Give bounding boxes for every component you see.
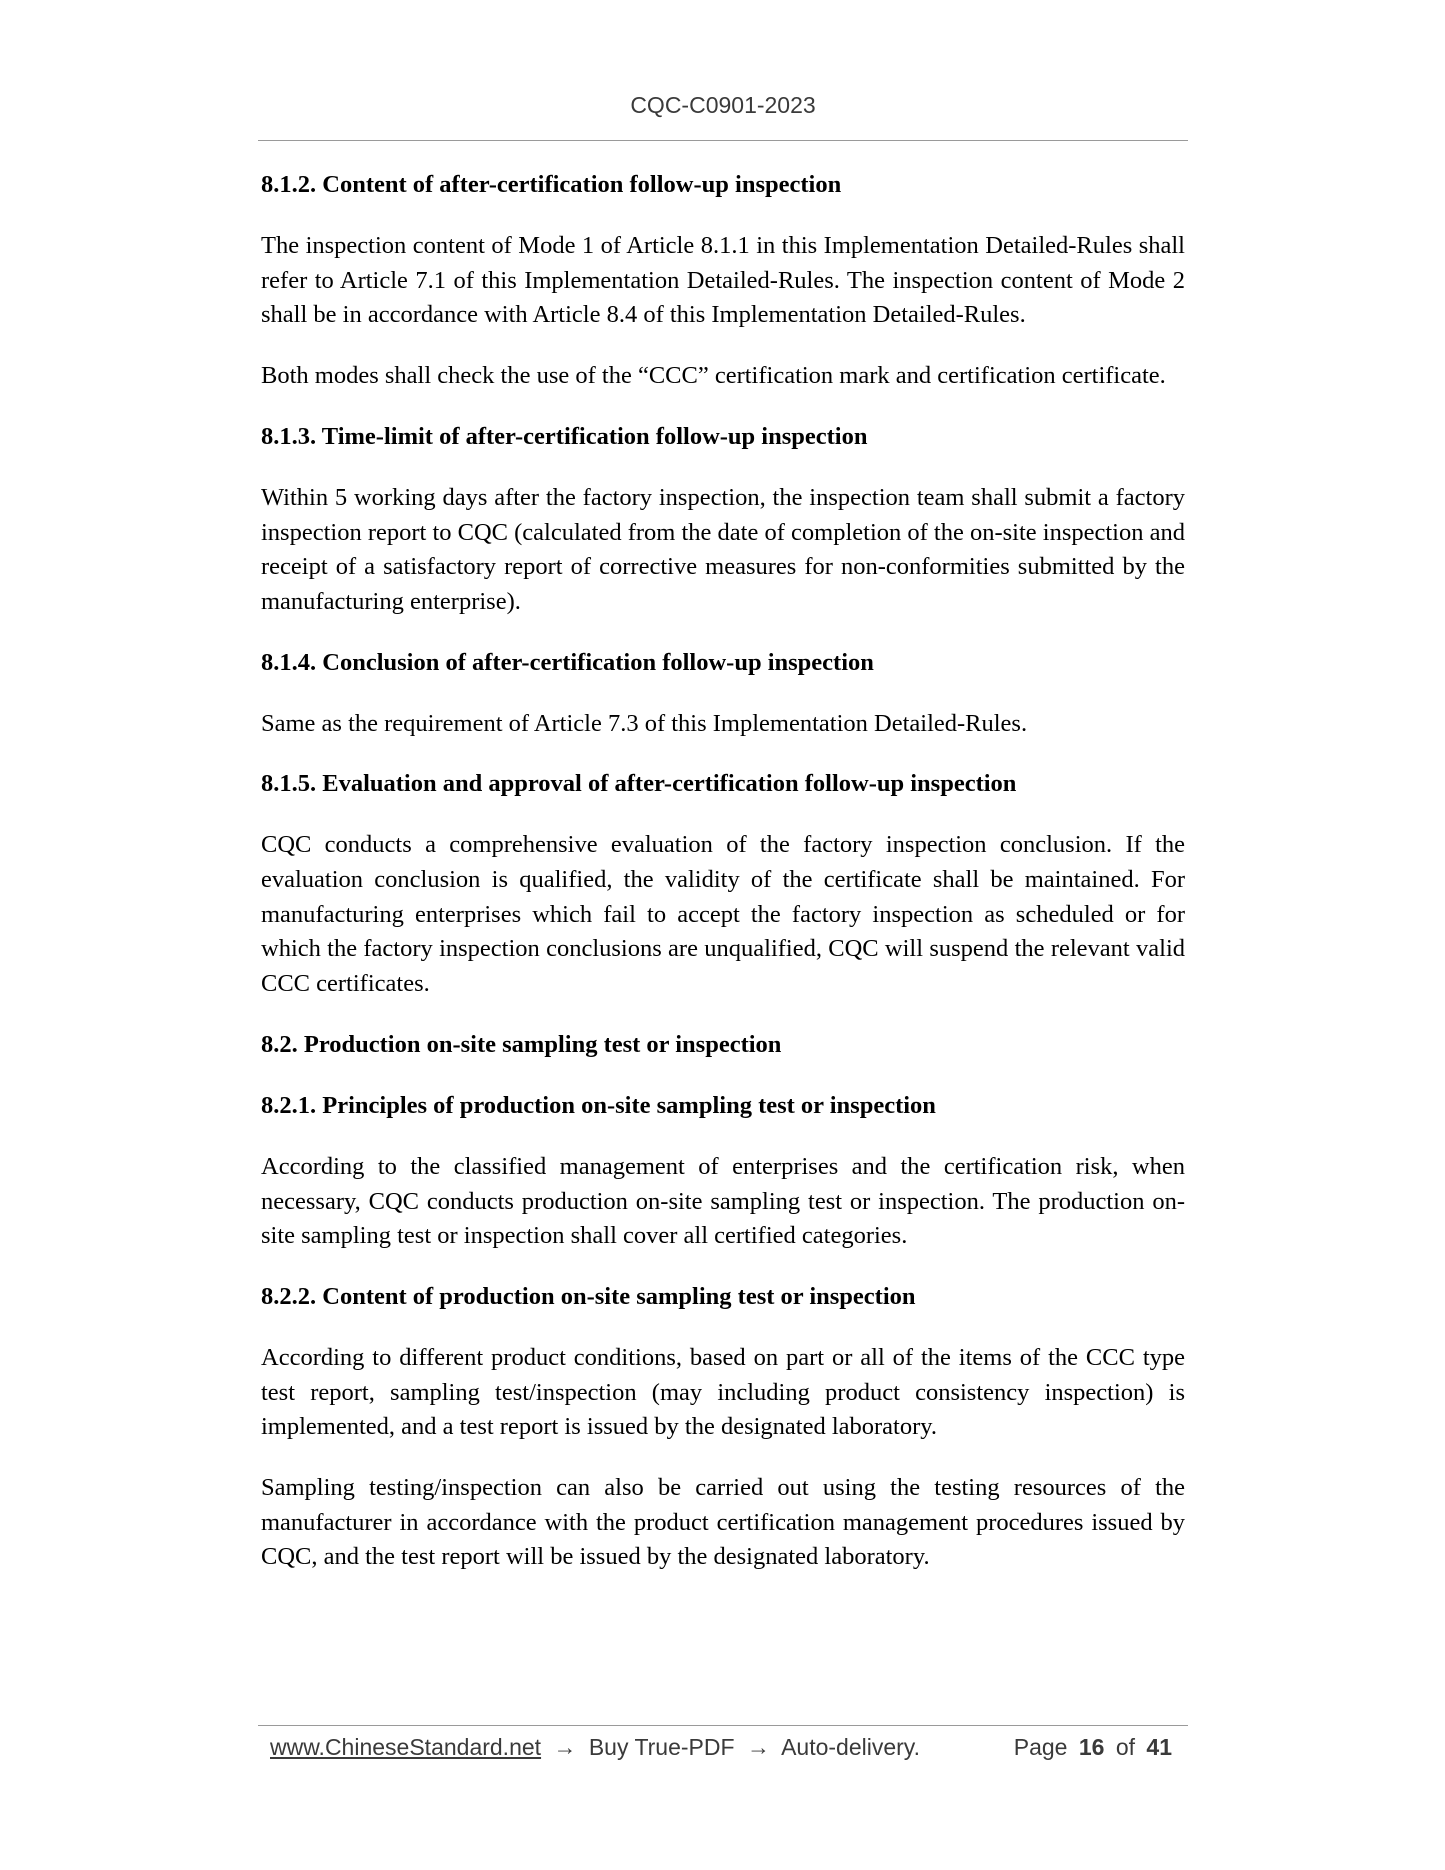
current-page-number: 16 [1078, 1734, 1105, 1760]
footer-promo [270, 1734, 920, 1761]
total-pages-number: 41 [1146, 1734, 1172, 1760]
paragraph-ccc-mark-check: Both modes shall check the use of the “CCC” certification mark and certification certificate. [261, 362, 1166, 390]
section-heading-8-1-4: 8.1.4. Conclusion of after-certification follow-up inspection [261, 648, 874, 676]
paragraph-manufacturer-resources: Sampling testing/inspection can also be carried out using the testing resources of the manufacturer in accordance with the product certification management procedures issued by CQC, and the test report will be issued by the designated laboratory. [261, 1474, 1185, 1571]
arrow-right-icon: → [553, 1734, 577, 1760]
page-number [1014, 1734, 1177, 1761]
auto-delivery-text: Auto-delivery. [781, 1734, 920, 1760]
paragraph-sampling-content: According to different product conditions, based on part or all of the items of the CCC type test report, sampling test/inspection (may including product consistency inspection) is implemented, and a test report is issued by the designated laboratory. [261, 1343, 1185, 1441]
section-heading-8-2-2: 8.2.2. Content of production on-site sampling test or inspection [261, 1282, 916, 1310]
document-body [261, 168, 1185, 1601]
section-heading-8-1-5: 8.1.5. Evaluation and approval of after-certification follow-up inspection [261, 770, 1017, 798]
of-label: of [1115, 1734, 1136, 1760]
website-link[interactable]: www.ChineseStandard.net [270, 1734, 542, 1760]
paragraph-inspection-content: The inspection content of Mode 1 of Article 8.1.1 in this Implementation Detailed-Rules shall refer to Article 7.1 of this Implementation Detailed-Rules. The inspection content of Mode 2 shall be in accordance with Article 8.4 of this Implementation Detailed-Rules. [261, 232, 1185, 329]
document-code-header: CQC-C0901-2023 [630, 92, 816, 118]
section-heading-8-1-3: 8.1.3. Time-limit of after-certification follow-up inspection [261, 422, 868, 450]
paragraph-sampling-principles: According to the classified management of enterprises and the certification risk, when necessary, CQC conducts production on-site sampling test or inspection. The production on-site sampling test or inspection shall cover all certified categories. [261, 1152, 1185, 1250]
page-label: Page [1013, 1734, 1068, 1760]
section-heading-8-2: 8.2. Production on-site sampling test or inspection [261, 1030, 782, 1058]
footer-divider [258, 1725, 1188, 1726]
section-heading-8-1-2: 8.1.2. Content of after-certification follow-up inspection [261, 171, 842, 198]
page-footer [270, 1730, 1185, 1766]
paragraph-time-limit: Within 5 working days after the factory inspection, the inspection team shall submit a factory inspection report to CQC (calculated from the date of completion of the on-site inspection and receipt of a satisfactory report of corrective measures for non-conformities submitted by the manufacturing enterprise). [261, 483, 1185, 615]
paragraph-conclusion: Same as the requirement of Article 7.3 of this Implementation Detailed-Rules. [261, 709, 1028, 737]
header-divider [258, 140, 1188, 141]
arrow-right-icon: → [746, 1734, 770, 1760]
buy-true-pdf-text: Buy True-PDF [588, 1734, 735, 1760]
section-heading-8-2-1: 8.2.1. Principles of production on-site sampling test or inspection [261, 1091, 936, 1119]
paragraph-evaluation: CQC conducts a comprehensive evaluation of the factory inspection conclusion. If the evaluation conclusion is qualified, the validity of the certificate shall be maintained. For manufacturing enterprises which fail to accept the factory inspection as scheduled or for which the factory inspection conclusions are unqualified, CQC will suspend the relevant valid CCC certificates. [261, 831, 1185, 998]
